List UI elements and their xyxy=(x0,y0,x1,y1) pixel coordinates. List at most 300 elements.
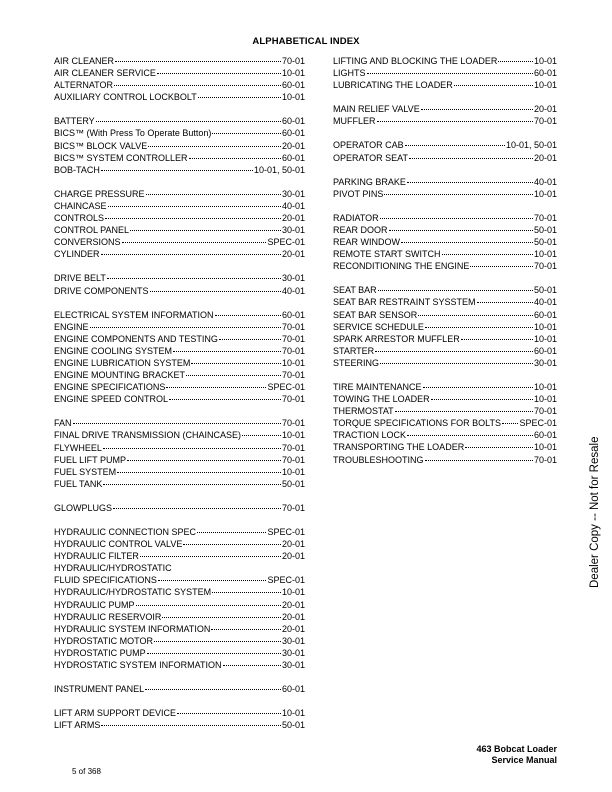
dot-leader xyxy=(177,713,281,714)
dot-leader xyxy=(73,423,281,424)
index-entry xyxy=(54,478,305,490)
dot-leader xyxy=(90,327,281,328)
dot-leader xyxy=(425,327,533,328)
index-entry-page: 40-01 xyxy=(533,297,557,308)
page-title: ALPHABETICAL INDEX xyxy=(252,36,360,47)
index-entry-page: 70-01 xyxy=(281,442,305,453)
index-entry-page: 20-01 xyxy=(281,599,305,610)
index-entry-label: DRIVE COMPONENTS xyxy=(54,285,149,296)
index-entry-label: CONVERSIONS xyxy=(54,237,121,248)
index-entry xyxy=(333,260,557,272)
index-entry-page: 20-01 xyxy=(281,213,305,224)
index-entry-page: 20-01 xyxy=(533,104,557,115)
index-entry-page: 10-01 xyxy=(533,249,557,260)
index-entry-page: SPEC-01 xyxy=(267,237,305,248)
index-entry-label: SEAT BAR SENSOR xyxy=(333,309,418,320)
index-entry xyxy=(54,381,305,393)
index-entry xyxy=(333,176,557,188)
dot-leader xyxy=(223,665,281,666)
index-entry-label: TOWING THE LOADER xyxy=(333,394,430,405)
index-entry xyxy=(54,321,305,333)
index-entry xyxy=(333,393,557,405)
dot-leader xyxy=(183,544,281,545)
index-entry xyxy=(54,417,305,429)
index-entry xyxy=(54,309,305,321)
index-entry xyxy=(333,441,557,453)
index-entry-page: 10-01 xyxy=(281,466,305,477)
index-entry xyxy=(54,454,305,466)
index-entry xyxy=(54,574,305,586)
index-entry xyxy=(54,719,305,731)
dot-leader xyxy=(158,580,267,581)
index-entry-label: TIRE MAINTENANCE xyxy=(333,381,422,392)
dot-leader xyxy=(169,399,281,400)
dot-leader xyxy=(454,85,533,86)
index-entry xyxy=(333,115,557,127)
index-entry-page: 10-01, 50-01 xyxy=(253,164,305,175)
index-group xyxy=(333,176,557,200)
index-entry-label: LIFTING AND BLOCKING THE LOADER xyxy=(333,56,498,66)
index-entry xyxy=(333,321,557,333)
index-entry xyxy=(54,635,305,647)
dot-leader xyxy=(140,556,281,557)
index-entry-label: ENGINE COMPONENTS AND TESTING xyxy=(54,333,218,344)
dot-leader xyxy=(130,230,281,231)
dot-leader xyxy=(136,605,281,606)
index-entry-label: STEERING xyxy=(333,357,380,368)
index-entry xyxy=(333,224,557,236)
index-entry-page: 20-01 xyxy=(281,611,305,622)
index-entry xyxy=(54,502,305,514)
index-entry-label: BOB-TACH xyxy=(54,164,100,175)
index-entry-label: AIR CLEANER SERVICE xyxy=(54,68,156,79)
index-entry xyxy=(54,67,305,79)
index-entry-page: 70-01 xyxy=(281,321,305,332)
index-group xyxy=(54,707,305,731)
index-entry-page: 30-01 xyxy=(281,635,305,646)
index-entry-label: HYDRAULIC FILTER xyxy=(54,551,139,562)
index-entry xyxy=(333,212,557,224)
index-entry-page: 60-01 xyxy=(281,80,305,91)
index-entry-page: 60-01 xyxy=(281,116,305,127)
index-entry-page: 50-01 xyxy=(281,478,305,489)
index-entry-label: RADIATOR xyxy=(333,212,379,223)
index-entry-label: FINAL DRIVE TRANSMISSION (CHAINCASE) xyxy=(54,430,242,441)
index-entry xyxy=(54,429,305,441)
dot-leader xyxy=(162,617,281,618)
dot-leader xyxy=(122,242,267,243)
dot-leader xyxy=(103,484,281,485)
index-entry-page: 50-01 xyxy=(281,720,305,731)
index-group xyxy=(54,188,305,261)
index-entry xyxy=(54,164,305,176)
index-entry xyxy=(333,188,557,200)
index-entry-label: SPARK ARRESTOR MUFFLER xyxy=(333,333,460,344)
index-entry-label: MUFFLER xyxy=(333,116,376,127)
index-entry xyxy=(54,212,305,224)
index-entry xyxy=(333,429,557,441)
index-entry xyxy=(54,369,305,381)
index-entry-label: ENGINE MOUNTING BRACKET xyxy=(54,370,186,381)
index-entry-page: 10-01 xyxy=(281,357,305,368)
dot-leader xyxy=(212,133,281,134)
index-entry-label: FUEL TANK xyxy=(54,478,103,489)
index-entry-page: 70-01 xyxy=(533,406,557,417)
dot-leader xyxy=(146,194,281,195)
index-entry xyxy=(54,393,305,405)
index-entry-page: 40-01 xyxy=(533,176,557,187)
dot-leader xyxy=(154,641,281,642)
index-entry-page: 10-01 xyxy=(533,80,557,91)
index-entry xyxy=(54,91,305,103)
index-entry xyxy=(333,152,557,164)
dot-leader xyxy=(431,399,533,400)
dot-leader xyxy=(186,375,281,376)
index-entry-page: 70-01 xyxy=(281,56,305,66)
index-entry-label: ALTERNATOR xyxy=(54,80,114,91)
index-entry xyxy=(54,623,305,635)
index-entry-page: 10-01 xyxy=(281,708,305,719)
index-entry-label: AIR CLEANER xyxy=(54,56,115,66)
index-entry xyxy=(54,442,305,454)
dot-leader xyxy=(101,254,281,255)
index-entry xyxy=(54,611,305,623)
dot-leader xyxy=(423,387,533,388)
index-entry-label: ENGINE SPEED CONTROL xyxy=(54,394,169,405)
dot-leader xyxy=(380,363,533,364)
index-entry xyxy=(54,707,305,719)
dot-leader xyxy=(148,146,281,147)
index-entry-label: REAR DOOR xyxy=(333,224,388,235)
index-entry-label: OPERATOR SEAT xyxy=(333,152,409,163)
footer-title-block xyxy=(476,744,557,766)
index-group xyxy=(333,381,557,466)
dot-leader xyxy=(405,145,505,146)
index-entry-page: 70-01 xyxy=(281,394,305,405)
index-entry xyxy=(54,647,305,659)
index-entry-page: 70-01 xyxy=(533,454,557,465)
index-entry xyxy=(54,562,305,574)
index-entry-label: CHARGE PRESSURE xyxy=(54,188,145,199)
index-entry xyxy=(54,224,305,236)
dot-leader xyxy=(470,266,533,267)
index-entry xyxy=(333,103,557,115)
index-entry-page: SPEC-01 xyxy=(267,575,305,586)
index-entry-page: 40-01 xyxy=(281,200,305,211)
index-entry-page: 20-01 xyxy=(533,152,557,163)
index-entry-label: FUEL LIFT PUMP xyxy=(54,454,127,465)
dot-leader xyxy=(384,194,533,195)
dot-leader xyxy=(103,448,281,449)
index-group xyxy=(54,55,305,103)
index-group xyxy=(333,139,557,163)
index-entry-page: 70-01 xyxy=(281,454,305,465)
dot-leader xyxy=(212,592,281,593)
index-entry-label: ENGINE COOLING SYSTEM xyxy=(54,345,173,356)
index-entry xyxy=(54,55,305,67)
dot-leader xyxy=(173,351,281,352)
index-column-left xyxy=(54,55,305,743)
index-entry-page: 40-01 xyxy=(281,285,305,296)
index-entry-label: LIGHTS xyxy=(333,68,366,79)
index-entry xyxy=(333,357,557,369)
index-entry-page: SPEC-01 xyxy=(519,418,557,429)
watermark-text: Dealer Copy -- Not for Resale xyxy=(589,436,601,588)
index-entry-page: 20-01 xyxy=(281,539,305,550)
index-entry xyxy=(333,454,557,466)
index-entry-label: FLYWHEEL xyxy=(54,442,102,453)
dot-leader xyxy=(147,653,281,654)
dot-leader xyxy=(409,158,533,159)
index-entry-page: 70-01 xyxy=(533,261,557,272)
index-group xyxy=(333,55,557,91)
index-entry-page: 50-01 xyxy=(533,237,557,248)
index-entry xyxy=(54,200,305,212)
index-entry-label: HYDROSTATIC MOTOR xyxy=(54,635,153,646)
dot-leader xyxy=(114,85,281,86)
index-entry-page: 20-01 xyxy=(281,623,305,634)
index-entry-label: CHAINCASE xyxy=(54,200,107,211)
index-entry-label: PARKING BRAKE xyxy=(333,176,406,187)
index-group xyxy=(333,103,557,127)
index-entry xyxy=(54,357,305,369)
index-entry xyxy=(54,550,305,562)
index-entry-page: 10-01 xyxy=(281,430,305,441)
index-entry-label: BICS™ (With Press To Operate Button) xyxy=(54,128,212,139)
index-entry-label: HYDROSTATIC PUMP xyxy=(54,647,146,658)
dot-leader xyxy=(401,242,533,243)
dot-leader xyxy=(375,351,533,352)
index-entry-label: ENGINE xyxy=(54,321,89,332)
index-entry-page: 50-01 xyxy=(533,285,557,296)
index-entry xyxy=(333,309,557,321)
index-entry-label: TRACTION LOCK xyxy=(333,430,407,441)
index-entry-page: 10-01 xyxy=(533,56,557,66)
dot-leader xyxy=(117,472,281,473)
index-entry-page: 10-01 xyxy=(533,381,557,392)
index-entry-page: 70-01 xyxy=(281,345,305,356)
dot-leader xyxy=(377,121,533,122)
index-entry xyxy=(54,140,305,152)
index-entry xyxy=(54,683,305,695)
index-entry-page: 30-01 xyxy=(281,225,305,236)
index-entry-page: SPEC-01 xyxy=(267,527,305,537)
index-entry-page: 30-01 xyxy=(281,188,305,199)
index-entry-page: 60-01 xyxy=(533,345,557,356)
index-group xyxy=(54,309,305,406)
index-entry-label: HYDROSTATIC SYSTEM INFORMATION xyxy=(54,660,222,671)
index-entry-page: 10-01 xyxy=(533,188,557,199)
index-entry-label: SERVICE SCHEDULE xyxy=(333,321,424,332)
dot-leader xyxy=(502,423,518,424)
index-entry-label: HYDRAULIC/HYDROSTATIC xyxy=(54,563,172,574)
index-group xyxy=(333,284,557,369)
index-entry-page: 60-01 xyxy=(281,684,305,695)
index-entry-page: 60-01 xyxy=(533,430,557,441)
index-entry-page: 70-01 xyxy=(281,333,305,344)
dot-leader xyxy=(215,315,281,316)
index-entry xyxy=(333,333,557,345)
index-entry xyxy=(333,381,557,393)
watermark xyxy=(585,298,605,588)
index-entry xyxy=(54,466,305,478)
index-entry xyxy=(54,526,305,538)
index-entry-label: THERMOSTAT xyxy=(333,406,394,417)
index-entry-label: ENGINE LUBRICATION SYSTEM xyxy=(54,357,191,368)
index-entry-label: STARTER xyxy=(333,345,375,356)
index-entry xyxy=(54,285,305,297)
dot-leader xyxy=(378,290,533,291)
index-entry-page: 30-01 xyxy=(281,647,305,658)
index-entry xyxy=(54,659,305,671)
index-entry-label: SEAT BAR RESTRAINT SYSSTEM xyxy=(333,297,476,308)
index-entry xyxy=(333,345,557,357)
dot-leader xyxy=(477,302,533,303)
index-entry-label: TROUBLESHOOTING xyxy=(333,454,424,465)
index-group xyxy=(54,417,305,490)
index-entry-label: RECONDITIONING THE ENGINE xyxy=(333,261,470,272)
index-entry-label: HYDRAULIC CONNECTION SPEC xyxy=(54,527,197,537)
index-entry-label: ENGINE SPECIFICATIONS xyxy=(54,382,166,393)
dot-leader xyxy=(115,61,281,62)
index-entry xyxy=(54,115,305,127)
index-entry-page: 60-01 xyxy=(533,309,557,320)
index-entry-page: 10-01, 50-01 xyxy=(505,140,557,151)
dot-leader xyxy=(367,73,533,74)
index-entry-label: LIFT ARM SUPPORT DEVICE xyxy=(54,708,177,719)
index-entry-page: 60-01 xyxy=(281,152,305,163)
index-group xyxy=(54,683,305,695)
index-entry-label: HYDRAULIC SYSTEM INFORMATION xyxy=(54,623,211,634)
dot-leader xyxy=(219,339,281,340)
index-entry xyxy=(333,67,557,79)
index-entry-label: BICS™ BLOCK VALVE xyxy=(54,140,148,151)
index-entry-label: GLOWPLUGS xyxy=(54,502,113,513)
index-entry xyxy=(54,599,305,611)
index-entry-page: 60-01 xyxy=(281,309,305,320)
index-entry-page: 10-01 xyxy=(533,394,557,405)
dot-leader xyxy=(197,532,266,533)
index-column-right xyxy=(333,55,557,478)
index-entry-page: 60-01 xyxy=(281,128,305,139)
dot-leader xyxy=(380,218,533,219)
dot-leader xyxy=(461,339,533,340)
index-entry xyxy=(54,586,305,598)
dot-leader xyxy=(465,447,533,448)
dot-leader xyxy=(96,121,281,122)
index-group xyxy=(54,526,305,671)
dot-leader xyxy=(442,254,533,255)
index-entry-label: REMOTE START SWITCH xyxy=(333,249,441,260)
index-entry-label: LIFT ARMS xyxy=(54,720,101,731)
dot-leader xyxy=(498,61,533,62)
dot-leader xyxy=(407,435,533,436)
index-entry-label: INSTRUMENT PANEL xyxy=(54,684,145,695)
footer-manual: Service Manual xyxy=(491,755,557,765)
index-entry xyxy=(54,188,305,200)
index-entry xyxy=(333,248,557,260)
index-entry-label: PIVOT PINS xyxy=(333,188,384,199)
dot-leader xyxy=(108,206,281,207)
index-entry-label: BATTERY xyxy=(54,116,95,127)
dot-leader xyxy=(242,435,281,436)
index-entry-page: 30-01 xyxy=(281,660,305,671)
dot-leader xyxy=(389,230,533,231)
index-entry xyxy=(54,333,305,345)
dot-leader xyxy=(127,460,281,461)
index-entry-page: 70-01 xyxy=(533,116,557,127)
dot-leader xyxy=(191,363,281,364)
dot-leader xyxy=(166,387,266,388)
index-entry xyxy=(333,405,557,417)
dot-leader xyxy=(157,73,281,74)
index-entry-label: TORQUE SPECIFICATIONS FOR BOLTS xyxy=(333,418,502,429)
index-entry xyxy=(54,236,305,248)
index-entry-page: 10-01 xyxy=(533,321,557,332)
index-entry xyxy=(333,55,557,67)
index-entry-label: SEAT BAR xyxy=(333,285,377,296)
index-entry-label: CONTROLS xyxy=(54,213,105,224)
index-entry-page: 70-01 xyxy=(281,370,305,381)
index-entry-label: CYLINDER xyxy=(54,249,100,260)
dot-leader xyxy=(101,170,253,171)
index-entry-label: HYDRAULIC/HYDROSTATIC SYSTEM xyxy=(54,587,212,598)
index-entry-label: HYDRAULIC RESERVOIR xyxy=(54,611,162,622)
index-entry xyxy=(54,152,305,164)
dot-leader xyxy=(425,460,533,461)
index-entry-page: 10-01 xyxy=(281,68,305,79)
dot-leader xyxy=(107,278,281,279)
index-entry-page: 20-01 xyxy=(281,551,305,562)
index-entry-page: 50-01 xyxy=(533,224,557,235)
index-entry-page: SPEC-01 xyxy=(267,382,305,393)
dot-leader xyxy=(211,629,281,630)
dot-leader xyxy=(189,158,281,159)
index-entry xyxy=(54,127,305,139)
index-entry-label: FLUID SPECIFICATIONS xyxy=(54,575,157,586)
index-entry-page: 70-01 xyxy=(281,418,305,429)
index-entry-label: HYDRAULIC CONTROL VALVE xyxy=(54,539,183,550)
index-entry xyxy=(333,236,557,248)
index-entry-label: AUXILIARY CONTROL LOCKBOLT xyxy=(54,92,197,103)
index-entry-page: 30-01 xyxy=(533,357,557,368)
index-entry xyxy=(333,79,557,91)
index-group xyxy=(54,272,305,296)
dot-leader xyxy=(198,97,281,98)
index-entry-label: DRIVE BELT xyxy=(54,273,106,284)
index-entry-label: LUBRICATING THE LOADER xyxy=(333,80,453,91)
dot-leader xyxy=(105,218,281,219)
index-group xyxy=(54,115,305,175)
dot-leader xyxy=(421,109,533,110)
footer-model: 463 Bobcat Loader xyxy=(476,744,557,754)
index-entry-page: 10-01 xyxy=(281,92,305,103)
index-entry-label: OPERATOR CAB xyxy=(333,140,404,151)
index-group xyxy=(333,212,557,272)
index-entry-page: 70-01 xyxy=(281,502,305,513)
dot-leader xyxy=(101,725,281,726)
index-entry xyxy=(54,248,305,260)
index-entry-label: CONTROL PANEL xyxy=(54,225,130,236)
index-entry-label: FAN xyxy=(54,418,72,429)
index-entry xyxy=(333,284,557,296)
index-entry xyxy=(333,139,557,151)
index-entry-page: 10-01 xyxy=(281,587,305,598)
index-entry-label: REAR WINDOW xyxy=(333,237,400,248)
dot-leader xyxy=(407,182,533,183)
index-entry-label: TRANSPORTING THE LOADER xyxy=(333,442,465,453)
index-entry xyxy=(54,79,305,91)
